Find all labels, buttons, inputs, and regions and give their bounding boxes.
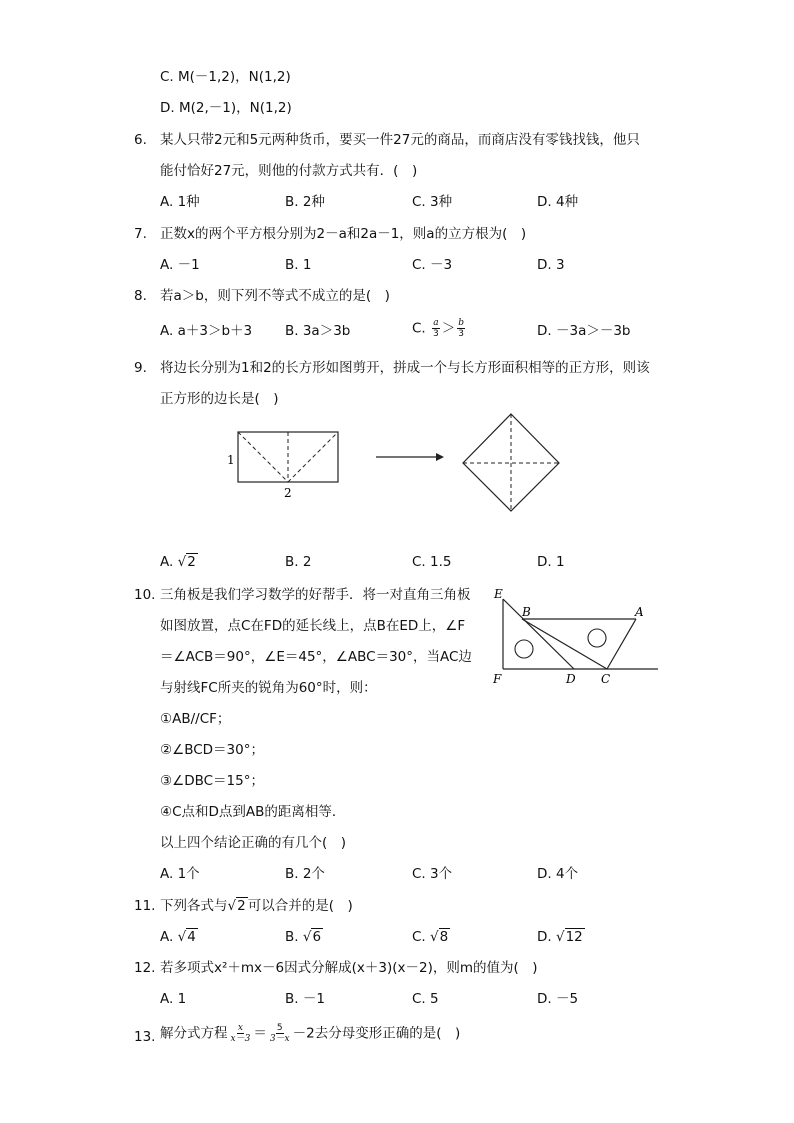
q7-option-a: A. －1	[160, 257, 200, 273]
q13-stem: 解分式方程 $\frac{x}{x-3}$ ＝ $\frac{5}{3-x}$ －2去分母变形正确的是( )	[160, 1023, 461, 1044]
q10-stem-line2: 如图放置，点C在FD的延长线上，点B在ED上，∠F	[160, 618, 466, 634]
q10-label-e: E	[494, 587, 503, 601]
q6-stem-line2: 能付恰好27元，则他的付款方式共有．( )	[160, 163, 418, 179]
q8-option-b: B. 3a＞3b	[285, 323, 351, 339]
q12-stem: 若多项式x²＋mx－6因式分解成(x＋3)(x－2)，则m的值为( )	[160, 960, 538, 976]
q10-number: 10.	[134, 587, 156, 603]
q8-option-c: C. $\frac{a}{3}$ ＞ $\frac{b}{3}$	[412, 318, 465, 339]
q9-option-a-sqrt: √2	[177, 554, 196, 570]
q9-option-d: D. 1	[537, 554, 565, 570]
q10-label-a: A	[635, 605, 644, 619]
q11-option-b-sqrt: √6	[302, 929, 322, 945]
q10-label-b: B	[522, 605, 531, 619]
q6-stem-line1: 某人只带2元和5元两种货币，要买一件27元的商品，而商店没有零钱找钱，他只	[160, 132, 640, 148]
q7-number: 7.	[134, 226, 147, 242]
q13-frac-2: $\frac{5}{3-x}$	[269, 1023, 290, 1044]
q9-option-c: C. 1.5	[412, 554, 452, 570]
q8-number: 8.	[134, 288, 147, 304]
q8-option-c-frac-a: $\frac{a}{3}$	[433, 318, 439, 339]
q11-option-c: C. √8	[412, 929, 449, 945]
q10-statement-4: ④C点和D点到AB的距离相等．	[160, 804, 346, 820]
q9-figure	[220, 410, 580, 520]
q10-question: 以上四个结论正确的有几个( )	[160, 835, 347, 851]
q12-option-c: C. 5	[412, 991, 439, 1007]
q10-option-d: D. 4个	[537, 866, 579, 882]
q10-line-bc	[522, 619, 607, 669]
q10-hole-1	[515, 640, 533, 658]
q9-label-side1: 1	[227, 453, 235, 467]
q10-statement-1: ①AB//CF；	[160, 711, 231, 727]
q10-line-ac	[607, 619, 636, 669]
q11-option-a: A. √4	[160, 929, 196, 945]
q8-option-d: D. －3a＞－3b	[537, 323, 631, 339]
q9-arrow-head	[436, 453, 444, 461]
q13-stem-post: －2去分母变形正确的是( )	[292, 1025, 461, 1042]
q11-option-c-sqrt: √8	[430, 929, 449, 945]
q9-stem-line1: 将边长分别为1和2的长方形如图剪开，拼成一个与长方形面积相等的正方形，则该	[160, 360, 650, 376]
q8-option-c-label: C.	[412, 320, 426, 337]
q6-option-a: A. 1种	[160, 194, 200, 210]
q10-stem-line3: ＝∠ACB＝90°，∠E＝45°，∠ABC＝30°，当AC边	[160, 649, 472, 665]
q5-option-c: C. M(－1,2)，N(1,2)	[160, 69, 291, 85]
q7-option-d: D. 3	[537, 257, 565, 273]
q8-option-c-frac-b: $\frac{b}{3}$	[458, 318, 465, 339]
q12-option-d: D. －5	[537, 991, 579, 1007]
q11-stem-pre: 下列各式与	[160, 898, 228, 914]
q6-number: 6.	[134, 132, 147, 148]
q11-option-d-sqrt: √12	[555, 929, 583, 945]
q10-option-a: A. 1个	[160, 866, 200, 882]
q10-figure	[488, 583, 663, 688]
q9-stem-line2: 正方形的边长是( )	[160, 391, 279, 407]
q10-hole-2	[588, 629, 606, 647]
q6-option-b: B. 2种	[285, 194, 325, 210]
q5-option-d: D. M(2,－1)，N(1,2)	[160, 100, 292, 116]
q11-option-a-sqrt: √4	[177, 929, 196, 945]
q10-statement-2: ②∠BCD＝30°；	[160, 742, 264, 758]
q8-option-a: A. a＋3＞b＋3	[160, 323, 253, 339]
q9-option-a	[160, 553, 198, 571]
q6-option-c: C. 3种	[412, 194, 453, 210]
q10-statement-3: ③∠DBC＝15°；	[160, 773, 264, 789]
q8-stem: 若a＞b，则下列不等式不成立的是( )	[160, 288, 390, 304]
q7-option-c: C. －3	[412, 257, 453, 273]
q9-rect-dash-2	[288, 432, 338, 482]
q10-label-d: D	[566, 672, 576, 686]
q11-stem-post: 可以合并的是( )	[247, 898, 353, 914]
q12-option-b: B. －1	[285, 991, 325, 1007]
q9-option-b: B. 2	[285, 554, 312, 570]
q13-frac-1: $\frac{x}{x-3}$	[230, 1023, 251, 1044]
q9-label-side2: 2	[284, 486, 292, 500]
q9-option-a-label: A.	[160, 554, 174, 570]
q6-option-d: D. 4种	[537, 194, 579, 210]
q12-option-a: A. 1	[160, 991, 187, 1007]
q10-stem-line4: 与射线FC所夹的锐角为60°时，则：	[160, 680, 377, 696]
q13-number: 13.	[134, 1029, 156, 1045]
q10-option-b: B. 2个	[285, 866, 325, 882]
q9-number: 9.	[134, 360, 147, 376]
q11-stem	[160, 897, 353, 915]
q11-stem-sqrt: √2	[227, 898, 246, 914]
q10-stem-line1: 三角板是我们学习数学的好帮手．将一对直角三角板	[160, 587, 471, 603]
q10-label-f: F	[493, 672, 502, 686]
q7-stem: 正数x的两个平方根分别为2－a和2a－1，则a的立方根为( )	[160, 226, 527, 242]
q13-stem-pre: 解分式方程	[160, 1025, 228, 1042]
q12-number: 12.	[134, 960, 156, 976]
q10-option-c: C. 3个	[412, 866, 453, 882]
q11-option-d: D. √12	[537, 929, 583, 945]
q7-option-b: B. 1	[285, 257, 312, 273]
q11-number: 11.	[134, 898, 156, 914]
q11-option-b: B. √6	[285, 929, 322, 945]
q10-line-ed	[503, 599, 574, 669]
q9-rect-dash-1	[238, 432, 288, 482]
q10-label-c: C	[601, 672, 611, 686]
